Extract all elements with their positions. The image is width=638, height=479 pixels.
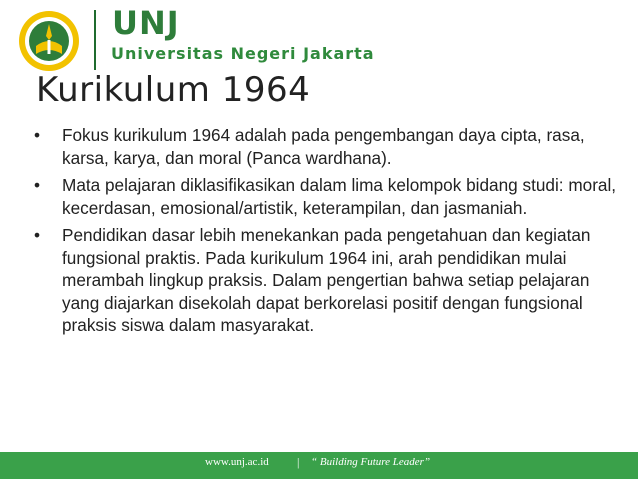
slide-title: Kurikulum 1964 xyxy=(36,70,311,110)
bullet-dot-icon: • xyxy=(34,175,41,195)
footer-slogan: “ Building Future Leader” xyxy=(311,456,431,468)
bullet-text: Fokus kurikulum 1964 adalah pada pengembangan daya cipta, rasa, karsa, karya, dan moral (Panca wardhana). xyxy=(62,125,585,168)
footer-separator: | xyxy=(297,455,300,469)
bullet-item xyxy=(34,174,624,219)
bullet-dot-icon: • xyxy=(34,225,41,245)
bullet-text: Mata pelajaran diklasifikasikan dalam lima kelompok bidang studi: moral, kecerdasan, emosional/artistik, keterampilan, dan jasmaniah. xyxy=(62,175,617,218)
brand-full-name: Universitas Negeri Jakarta xyxy=(111,44,375,63)
bullet-item xyxy=(34,124,624,169)
header-divider xyxy=(94,10,96,70)
brand-short: UNJ xyxy=(112,4,180,42)
bullet-text: Pendidikan dasar lebih menekankan pada pengetahuan dan kegiatan fungsional praktis. Pada kurikulum 1964 ini, arah pendidikan mulai merambah lingkup praksis. Dalam pengertian bahwa setiap pelajaran yang diajarkan disekolah dapat berkorelasi positif dengan fungsional praksis siswa dalam masyarakat. xyxy=(62,225,591,335)
university-logo xyxy=(18,10,80,72)
bullet-list xyxy=(34,124,624,342)
bullet-dot-icon: • xyxy=(34,125,41,145)
unj-emblem-icon xyxy=(18,10,80,72)
footer-url-link[interactable]: www.unj.ac.id xyxy=(205,456,269,468)
bullet-item xyxy=(34,224,624,337)
